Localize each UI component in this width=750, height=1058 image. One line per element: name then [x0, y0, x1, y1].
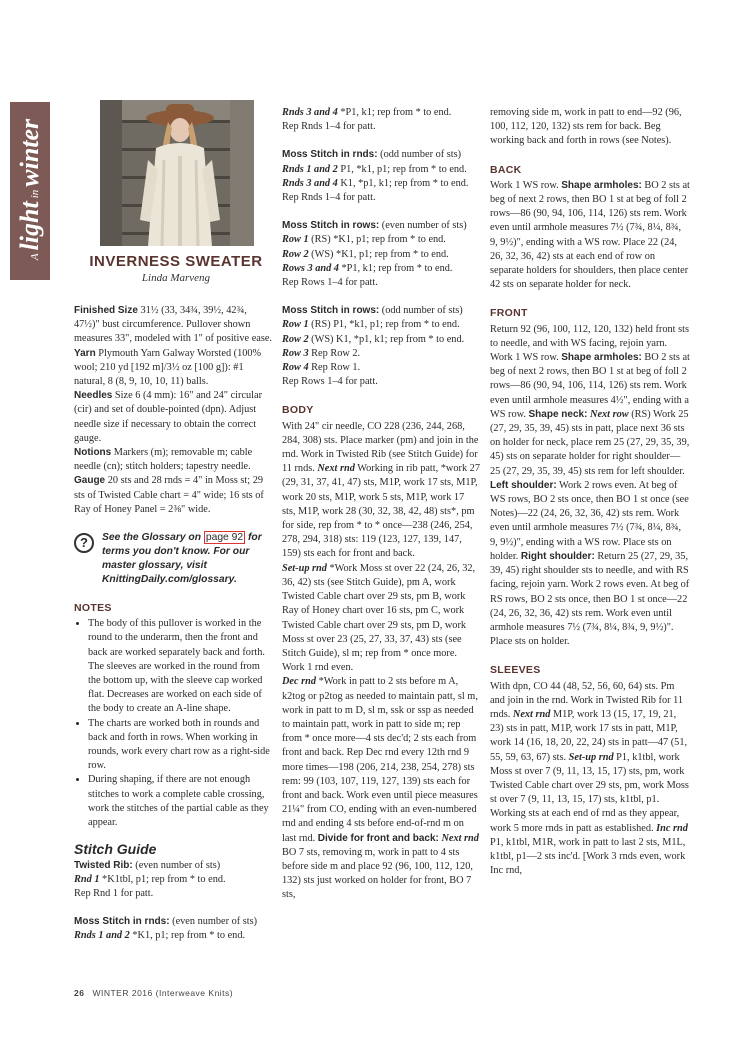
- moss-rows-rep: Rep Rows 1–4 for patt.: [282, 277, 378, 289]
- twisted-rib-rnd1: Rnd 1 *K1tbl, p1; rep from * to end.: [74, 873, 226, 885]
- list-item: • During shaping, if there are not enough stitches to work a complete cable crossing, work the stitches of the partial cable as they appear.: [88, 773, 274, 830]
- twisted-rib-label: Twisted Rib: (even number of sts): [74, 859, 221, 871]
- sleeves-heading: SLEEVES: [490, 664, 541, 677]
- gauge: Gauge 20 sts and 28 rnds = 4" in Moss st; 29 sts of Twisted Cable chart = 4" wide; 16 sts of Ray of Honey Panel = 2⅜" wide.: [74, 475, 264, 515]
- pattern-title: INVERNESS SWEATER: [89, 253, 263, 270]
- column-1: [74, 304, 274, 944]
- moss-rnds-34: Rnds 3 and 4 *P1, k1; rep from * to end.: [282, 107, 452, 118]
- glossary-page-link[interactable]: page 92: [205, 532, 244, 544]
- moss-odd-12: Rnds 1 and 2 P1, *k1, p1; rep from * to end.: [282, 163, 467, 175]
- page-number: 26: [74, 988, 85, 998]
- stitch-guide-heading: Stitch Guide: [74, 841, 157, 858]
- moss-rnds-12: Rnds 1 and 2 *K1, p1; rep from * to end.: [74, 930, 246, 942]
- list-item: • The charts are worked both in rounds and back and forth in rows. When working in rounds, work every chart row as a right-side row.: [88, 717, 274, 774]
- moss-rows-2: Row 2 (WS) *K1, p1; rep from * to end.: [282, 248, 449, 260]
- glossary-callout: ? See the Glossary on page 92 for terms you don't know. For our master glossary, visit KnittingDaily.com/glossary.: [74, 531, 274, 587]
- moss-rows-odd-2: Row 2 (WS) K1, *p1, k1; rep from * to end.: [282, 333, 465, 345]
- notes-list: [74, 617, 274, 830]
- sleeves-text: With dpn, CO 44 (48, 52, 56, 60, 64) sts. Pm and join in the rnd. Work in Twisted Rib for 11 rnds. Next rnd M1P, work 13 (15, 17, 19, 21, 23) sts in patt, M1P, work 17 sts in patt, M1P, work 14 (16, 18, 20, 22, 24) sts in patt—47 (51, 55, 59, 63, 67) sts. Set-up rnd P1, k1tbl, work Moss st over 7 (9, 11, 13, 15, 17) sts, pm, work Twisted Cable chart over 29 sts, pm, work Moss st over 7 (9, 11, 13, 15, 17) sts, k1tbl, p1. Working sts at each end of rnd as they appear, work 5 more rnds in patt as established. Inc rnd P1, k1tbl, M1R, work in patt to last 2 sts, M1L, k1tbl, p1—2 sts inc'd. [Work 3 rnds even, work Inc rnd,: [490, 680, 689, 877]
- moss-odd-label: Moss Stitch in rnds: (odd number of sts): [282, 149, 462, 161]
- moss-rows-odd-4: Row 4 Rep Row 1.: [282, 362, 361, 374]
- finished-size: Finished Size 31½ (33, 34¾, 39½, 42¾, 47½)" bust circumference. Pullover shown measures 33", modeled with 1" of positive ease.: [74, 305, 272, 345]
- moss-rows-34: Rows 3 and 4 *P1, k1; rep from * to end.: [282, 262, 453, 274]
- moss-rows-odd-rep: Rep Rows 1–4 for patt.: [282, 376, 378, 388]
- front-text: Return 92 (96, 100, 112, 120, 132) held front sts to needle, and with WS facing, rejoin yarn. Work 1 WS row. Shape armholes: BO 2 sts at beg of next 2 rows, then BO 1 st at beg of foll 2 rows—86 (90, 94, 106, 114, 126) sts rem. Work even until armhole measures 4½", ending with a WS row. Shape neck: Next row (RS) Work 25 (27, 29, 35, 39, 45) sts in patt, place next 36 sts on holder for neck, place rem 25 (27, 29, 35, 39, 45) sts on separate holder for right shoulder—25 (27, 29, 35, 39, 45) sts rem for left shoulder. Left shoulder: Work 2 rows even. At beg of WS rows, BO 2 sts once, then BO 1 st once (see Notes)—22 (24, 26, 32, 36, 42) sts rem. Work even until armhole measures 7½ (7¾, 8¼, 8¾, 9, 9½)", ending with a WS row. Place sts on holder. Right shoulder: Return 25 (27, 29, 35, 39, 45) right shoulder sts to needle, and with RS facing, rejoin yarn. Work 2 rows even. At beg of RS rows, BO 2 sts once, then BO 1 st once—22 (24, 26, 32, 36, 42) sts rem. Work even until armhole measures 7½ (7¾, 8¼, 8¾, 9, 9½)". Place sts on holder.: [490, 323, 690, 648]
- page-footer: [74, 988, 233, 998]
- column-2: [282, 106, 480, 903]
- moss-odd-34: Rnds 3 and 4 K1, *p1, k1; rep from * to end.: [282, 177, 469, 189]
- body-text: With 24" cir needle, CO 228 (236, 244, 268, 284, 308) sts. Place marker (pm) and join in the rnd. Work in Twisted Rib (see Stitch Guide) for 11 rnds. Next rnd Working in rib patt, *work 27 (29, 31, 37, 41, 47) sts, M1P, work 17 sts, M1P, work 20 sts, M1P, work 5 sts, M1P, work 17 sts, M1P, work 28 (30, 32, 38, 42, 48) sts*, pm for side, rep from * to * once—238 (246, 254, 278, 294, 318) sts: 119 (123, 127, 139, 147, 159) sts each for front and back.: [282, 420, 480, 560]
- moss-rows-odd-1: Row 1 (RS) P1, *k1, p1; rep from * to end.: [282, 319, 460, 331]
- moss-rows-odd-label: Moss Stitch in rows: (odd number of sts): [282, 305, 463, 317]
- moss-rows-1: Row 1 (RS) *K1, p1; rep from * to end.: [282, 234, 446, 246]
- question-icon: ?: [74, 533, 94, 553]
- front-heading: FRONT: [490, 307, 528, 320]
- list-item: • The body of this pullover is worked in the round to the underarm, then the front and back are worked separately back and forth. The sleeves are worked in the round from the bottom up, with the sleeve cap worked flat. Decreases are worked on each side of the body to create an A-line shape.: [88, 617, 274, 716]
- footer-text: WINTER 2016 (Interweave Knits): [92, 988, 234, 998]
- body-continued: removing side m, work in patt to end—92 (96, 100, 112, 120, 132) sts rem for back. Beg working back and forth in rows (see Notes).: [490, 107, 682, 147]
- twisted-rib-rep: Rep Rnd 1 for patt.: [74, 887, 154, 899]
- moss-rows-odd-3: Row 3 Rep Row 2.: [282, 347, 361, 359]
- pattern-author: Linda Marveng: [141, 272, 211, 284]
- sweater-photo: [100, 100, 254, 246]
- setup-rnd: Set-up rnd *Work Moss st over 22 (24, 26, 32, 36, 42) sts (see Stitch Guide), pm A, work Twisted Cable chart over 29 sts, pm B, work Ray of Honey chart over 16 sts, pm C, work Twisted Cable chart over 29 sts, pm D, work Moss st over 23 (25, 27, 33, 37, 43) sts (see Stitch Guide), sl m; rep from * once more. Work 1 rnd even.: [282, 562, 476, 674]
- moss-odd-rep: Rep Rnds 1–4 for patt.: [282, 192, 376, 204]
- moss-rows-label: Moss Stitch in rows: (even number of sts): [282, 220, 467, 232]
- dec-rnd: Dec rnd *Work in patt to 2 sts before m A, k2tog or p2tog as needed to maintain patt, sl m, work in patt to m D, sl m, ssk or ssp as needed to maintain patt, work in patt to side m; rep from * once more—4 sts dec'd; 2 sts each from front and back. Rep Dec rnd every 12th rnd 9 more times—198 (206, 214, 238, 254, 278) sts rem: 99 (103, 107, 119, 127, 139) sts each for front and back. Work even until piece measures 21¼" from CO, ending with an even-numbered rnd and ending 4 sts before end-of-rnd m on last rnd. Divide for front and back: Next rnd BO 7 sts, removing m, work in patt to 4 sts before side m and place 92 (96, 100, 112, 120, 132) sts just worked on holder for front, BO 7 sts,: [282, 676, 479, 901]
- back-heading: BACK: [490, 163, 522, 176]
- back-text: Work 1 WS row. Shape armholes: BO 2 sts at beg of next 2 rows, then BO 1 st at beg of foll 2 rows—86 (90, 94, 106, 114, 126) sts rem. Work even until armhole measures 7½ (7¾, 8¼, 8¾, 9, 9½)", ending with a WS row. Place 22 (24, 26, 32, 36, 42) sts at each end of row on separate holders for shoulders, then place center 42 sts on separate holder for neck.: [490, 179, 690, 291]
- moss-rnds-rep: Rep Rnds 1–4 for patt.: [282, 121, 376, 133]
- notions: Notions Markers (m); removable m; cable needle (cn); stitch holders; tapestry needle.: [74, 447, 253, 473]
- needles: Needles Size 6 (4 mm): 16" and 24" circular (cir) and set of double-pointed (dpn). Adjust needle size if necessary to obtain the correct gauge.: [74, 390, 263, 444]
- column-3: [490, 106, 690, 878]
- yarn: Yarn Plymouth Yarn Galway Worsted (100% wool; 210 yd [192 m]/3½ oz [100 g]): #1 natural, 8 (8, 9, 10, 10, 11) balls.: [74, 347, 262, 388]
- body-heading: BODY: [282, 404, 314, 417]
- section-tab-label: Alightinwinter: [15, 118, 44, 261]
- notes-heading: NOTES: [74, 602, 112, 615]
- section-tab: [10, 102, 50, 280]
- moss-rnds-label: Moss Stitch in rnds: (even number of sts): [74, 916, 258, 928]
